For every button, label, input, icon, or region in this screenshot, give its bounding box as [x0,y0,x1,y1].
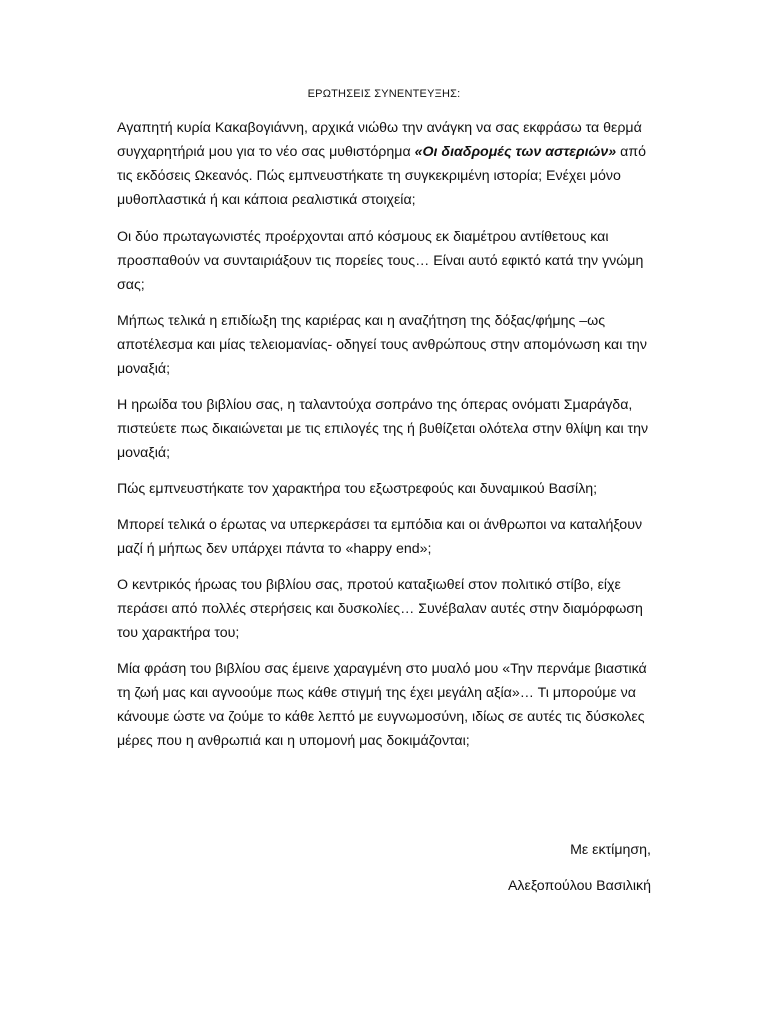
question-paragraph: Πώς εμπνευστήκατε τον χαρακτήρα του εξωστρεφούς και δυναμικού Βασίλη; [117,481,598,497]
document-body [117,116,657,765]
question-paragraph: Μήπως τελικά η επιδίωξη της καριέρας και η αναζήτηση της δόξας/φήμης –ως αποτέλεσμα και μίας τελειομανίας- οδηγεί τους ανθρώπους στην απομόνωση και την μοναξιά; [117,313,647,377]
book-title: «Οι διαδρομές των αστεριών» [414,144,617,160]
intro-paragraph [117,116,657,212]
question-paragraph: Η ηρωίδα του βιβλίου σας, η ταλαντούχα σοπράνο της όπερας ονόματι Σμαράγδα, πιστεύετε πως δικαιώνεται με τις επιλογές της ή βυθίζεται ολότελα στην θλίψη και την μοναξιά; [117,397,649,461]
intro-text-before-book: Αγαπητή κυρία Κακαβογιάννη, αρχικά νιώθω την ανάγκη να σας εκφράσω τα θερμά συγχαρητήριά μου για το νέο σας μυθιστόρημα [117,120,642,160]
question-paragraph: Οι δύο πρωταγωνιστές προέρχονται από κόσμους εκ διαμέτρου αντίθετους και προσπαθούν να συνταιριάξουν τις πορείες τους… Είναι αυτό εφικτό κατά την γνώμη σας; [117,229,644,293]
closing-text: Με εκτίμηση, [570,842,651,858]
intro-text-after-book: από τις εκδόσεις Ωκεανός. Πώς εμπνευστήκατε τη συγκεκριμένη ιστορία; Ενέχει μόνο μυθοπλαστικά ή και κάποια ρεαλιστικά στοιχεία; [117,144,647,208]
page-title: ΕΡΩΤΗΣΕΙΣ ΣΥΝΕΝΤΕΥΞΗΣ: [307,88,461,100]
question-paragraph: Μία φράση του βιβλίου σας έμεινε χαραγμένη στο μυαλό μου «Την περνάμε βιαστικά τη ζωή μας και αγνοούμε πως κάθε στιγμή της έχει μεγάλη αξία»… Τι μπορούμε να κάνουμε ώστε να ζούμε το κάθε λεπτό με ευγνωμοσύνη, ιδίως σε αυτές τις δύσκολες μέρες που η ανθρωπιά και η υπομονή μας δοκιμάζονται; [117,661,647,749]
question-paragraph: Ο κεντρικός ήρωας του βιβλίου σας, προτού καταξιωθεί στον πολιτικό στίβο, είχε περάσει από πολλές στερήσεις και δυσκολίες… Συνέβαλαν αυτές στην διαμόρφωση του χαρακτήρα του; [117,577,643,641]
signature-name: Αλεξοπούλου Βασιλική [507,878,651,894]
question-paragraph: Μπορεί τελικά ο έρωτας να υπερκεράσει τα εμπόδια και οι άνθρωποι να καταλήξουν μαζί ή μήπως δεν υπάρχει πάντα το «happy end»; [117,517,643,557]
